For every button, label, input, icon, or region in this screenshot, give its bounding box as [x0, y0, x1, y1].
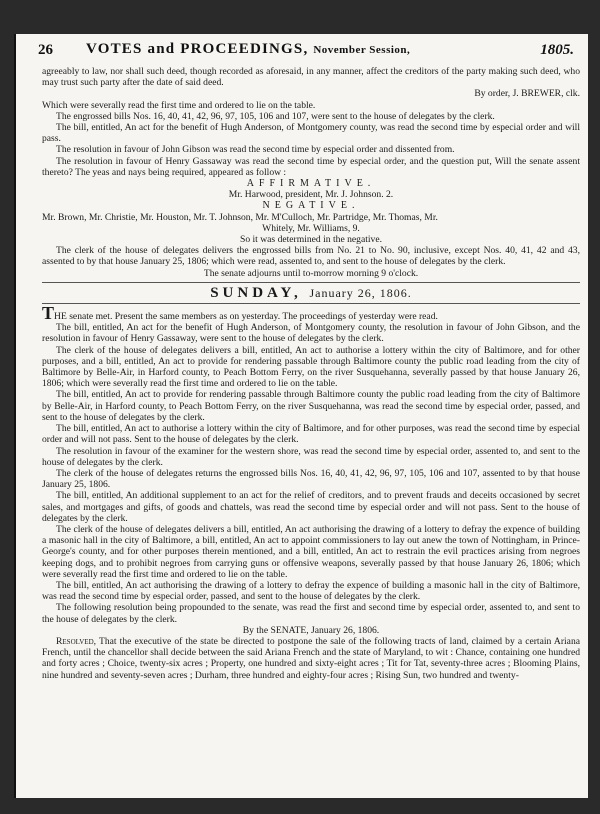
page-body	[42, 66, 580, 681]
paragraph: Which were severally read the first time and ordered to lie on the table.	[42, 99, 316, 111]
day-heading	[42, 284, 580, 301]
resolution-heading: By the SENATE, January 26, 1806.	[242, 624, 380, 636]
paragraph: The following resolution being propounded to the senate, was read the first and second time by especial order, assented to, and sent to the house of delegates by the clerk.	[42, 602, 580, 625]
signature-line: By order, J. BREWER, clk.	[474, 88, 580, 100]
document-page	[14, 34, 588, 798]
paragraph: The resolution in favour of John Gibson was read the second time by especial order and dissented from.	[56, 144, 455, 156]
drop-cap: T	[42, 303, 55, 324]
paragraph: The bill, entitled, An act authorising the drawing of a lottery to defray the expence of building a masonic hall in the city of Baltimore, was read the second time by especial order, passed, and sent to the house of delegates by the clerk.	[42, 579, 580, 603]
vote-result: So it was determined in the negative.	[239, 234, 382, 246]
paragraph: The clerk of the house of delegates delivers a bill, entitled, An act authorising the drawing of a lottery to defray the expence of building a masonic hall in the city of Baltimore, a bill, entitled, An act to appoint commissioners to lay out anew the town of Nottingham, in Prince-George's county, and for other purposes therein mentioned, and a bill, entitled, An act to restrain the evil practices arising from negroes keeping dogs, and to prohibit negroes from carrying guns or offensive weapons, severally passed by that house January 26, 1806; which were severally read the first time and ordered to lie on the table.	[42, 523, 580, 580]
affirmative-names: Mr. Harwood, president, Mr. J. Johnson. 2.	[228, 189, 394, 201]
page-number: 26	[38, 42, 53, 58]
paragraph: agreeably to law, nor shall such deed, though recorded as aforesaid, in any manner, affect the creditors of the party making such deed, who may trust such party after the date of said deed.	[42, 66, 580, 89]
paragraph-text: HE senate met. Present the same members as on yesterday. The proceedings of yesterday were read.	[54, 311, 438, 323]
paragraph: The clerk of the house of delegates returns the engrossed bills Nos. 16, 40, 41, 42, 96, 97, 105, 106 and 107, assented to by that house January 25, 1806.	[42, 467, 580, 491]
paragraph: The bill, entitled, An act to authorise a lottery within the city of Baltimore, and for other purposes, was read the second time by especial order and will not pass. Sent to the house of delegates by the clerk.	[42, 423, 580, 446]
divider	[42, 303, 580, 304]
paragraph	[42, 303, 580, 324]
affirmative-heading: AFFIRMATIVE.	[246, 178, 376, 190]
day-name: SUNDAY,	[210, 284, 302, 301]
negative-heading: NEGATIVE.	[262, 200, 360, 212]
paragraph: The engrossed bills Nos. 16, 40, 41, 42, 96, 97, 105, 106 and 107, were sent to the house of delegates by the clerk.	[56, 110, 495, 122]
running-title-main: VOTES and PROCEEDINGS,	[86, 41, 309, 57]
paragraph: The bill, entitled, An act to provide for rendering passable through Baltimore county the public road leading from the city of Baltimore by Belle-Air, in Harford county, to Peach Bottom Ferry, on the river Susquehanna, was read the second time by especial order, passed, and sent to the house of delegates by the clerk.	[42, 389, 580, 423]
negative-names: Mr. Brown, Mr. Christie, Mr. Houston, Mr. T. Johnson, Mr. M'Culloch, Mr. Partridge, Mr. Thomas, Mr.	[42, 211, 438, 223]
paragraph: The resolution in favour of Henry Gassaway was read the second time by especial order, and the question put, Will the senate assent thereto? The yeas and nays being required, appeared as follow :	[42, 155, 580, 178]
day-date: January 26, 1806.	[309, 285, 412, 300]
header-year: 1805.	[540, 42, 574, 58]
page-header	[34, 40, 576, 62]
divider	[42, 282, 580, 283]
paragraph: The bill, entitled, An act for the benefit of Hugh Anderson, of Montgomery county, was read the second time by especial order and will pass.	[42, 122, 580, 145]
paragraph: The resolution in favour of the examiner for the western shore, was read the second time by especial order, assented to, and sent to the house of delegates by the clerk.	[42, 445, 580, 468]
running-title-session: November Session,	[313, 44, 411, 56]
adjournment: The senate adjourns until to-morrow morning 9 o'clock.	[203, 267, 419, 279]
paragraph: The bill, entitled, An act for the benefit of Hugh Anderson, of Montgomery county, the resolution in favour of John Gibson, and the resolution in favour of Henry Gassaway, were sent to the house of delegates by the clerk.	[42, 322, 580, 345]
resolved-label: Resolved,	[56, 635, 97, 647]
resolution-text: That the executive of the state be directed to postpone the sale of the following tracts of land, claimed by a certain Ariana French, until the chancellor shall decide between the said Ariana French and the state of Maryland, to wit : Chance, containing one hundred and forty acres ; Choice, twenty-six acres ; Property, one hundred and sixty-eight acres ; Tit for Tat, seventy-three acres ; Blooming Plains, nine hundred and seventy-seven acres ; Durham, three hundred and eighty-four acres ; Rising Sun, two hundred and twenty-	[42, 635, 580, 681]
paragraph: The clerk of the house of delegates delivers the engrossed bills from No. 21 to No. 90, inclusive, except Nos. 40, 41, 42 and 43, assented to by that house January 25, 1806; which were read, assented to, and sent to the house of delegates by the clerk.	[42, 245, 580, 268]
paragraph: The clerk of the house of delegates delivers a bill, entitled, An act to authorise a lottery within the city of Baltimore, and for other purposes, and a bill, entitled, An act to provide for rendering passable through Baltimore county the public road leading from the city of Baltimore by Belle-Air, in Harford county, to Peach Bottom Ferry, on the river Susquehanna, severally passed by that house January 26, 1806; which were severally read the first time and ordered to lie on the table.	[42, 344, 580, 390]
resolution	[42, 636, 580, 681]
paragraph: The bill, entitled, An additional supplement to an act for the relief of creditors, and to prevent frauds and deceits occasioned by secret sales, and mortgages and gifts, of goods and chattels, was read the second time by especial order and will not pass. Sent to the house of delegates by the clerk.	[42, 490, 580, 524]
running-title	[86, 41, 410, 58]
negative-names-cont: Whitely, Mr. Williams, 9.	[262, 222, 360, 234]
